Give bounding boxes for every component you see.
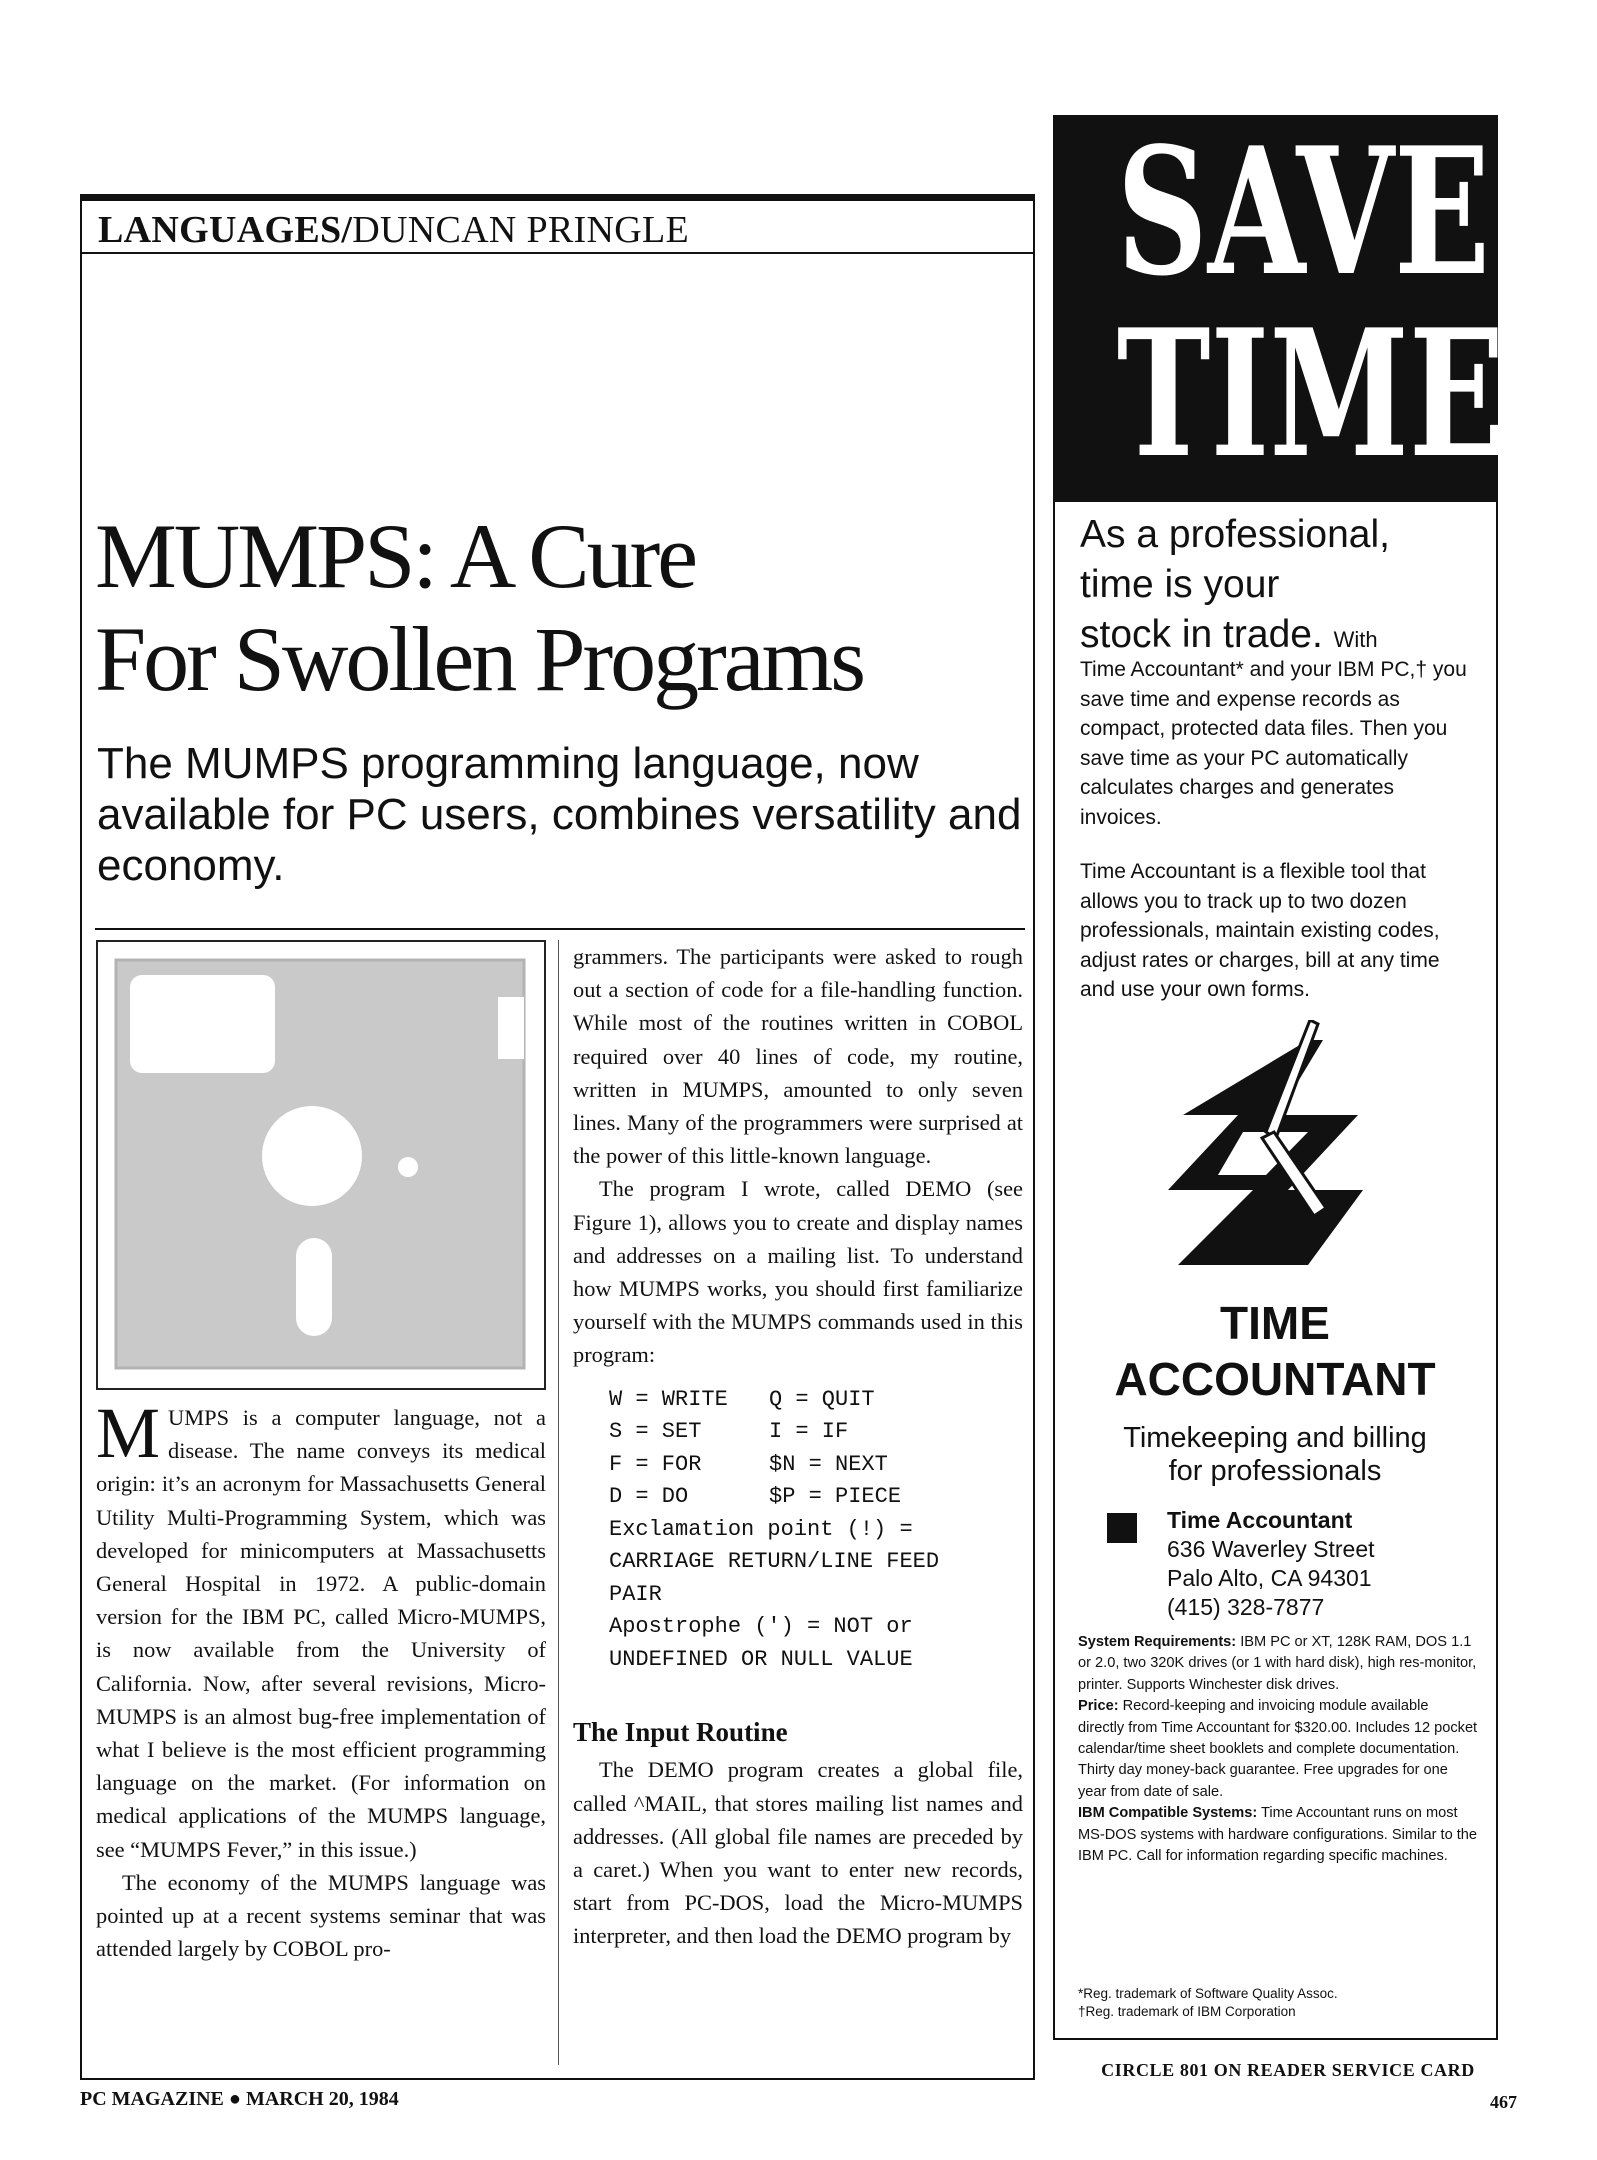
article-column-2 <box>573 940 1023 2065</box>
command-item: Q = QUIT <box>769 1386 875 1412</box>
ad-brand-line: TIME <box>1220 1297 1330 1349</box>
ad-hero-line: stock in trade. <box>1080 613 1323 656</box>
fine-print-label: System Requirements: <box>1078 1634 1237 1650</box>
section-name: LANGUAGES/ <box>98 209 353 251</box>
ad-address <box>1167 1506 1375 1622</box>
command-row <box>609 1416 1023 1449</box>
label-rule <box>80 252 1035 254</box>
floppy-disk-photo <box>96 940 546 1390</box>
title-line-2: For Swollen Programs <box>95 608 863 710</box>
system-requirements <box>1078 1632 1478 1696</box>
ad-hero-text <box>1080 510 1480 665</box>
section-label <box>98 208 689 252</box>
paragraph-demo: The program I wrote, called DEMO (see Figure 1), allows you to create and display names and addresses on a mailing list. To understand how MUMPS works, you should first familiarize yourself with the MUMPS commands used in this program: <box>573 1176 1023 1368</box>
time-accountant-logo <box>1158 1020 1378 1270</box>
article-title <box>95 505 1035 711</box>
command-list <box>609 1384 1023 1677</box>
ad-hero-with: With <box>1333 627 1378 652</box>
command-row <box>609 1449 1023 1482</box>
command-line: UNDEFINED OR NULL VALUE <box>609 1646 913 1672</box>
compatible-systems <box>1078 1803 1478 1867</box>
fine-print-label: IBM Compatible Systems: <box>1078 1805 1258 1822</box>
command-line: PAIR <box>609 1581 662 1607</box>
ad-hero-line: time is your <box>1080 563 1280 606</box>
square-bullet-icon <box>1107 1513 1137 1543</box>
ad-brand-name <box>1060 1295 1490 1407</box>
fine-print-text: IBM PC or XT, 128K RAM, DOS 1.1 or 2.0, two 320K drives (or 1 with hard disk), high res-monitor, printer. Supports Winchester disk drives. <box>1078 1634 1477 1693</box>
intro-text: UMPS is a computer language, not a disease. The name conveys its medical origin: it’s an acronym for Massachusetts General Utility Multi-Programming System, which was developed for minicomputers at Massachusetts General Hospital in 1972. A public-domain version for the IBM PC, called Micro-MUMPS, is now available from the University of California. Now, after several revisions, Micro-MUMPS is an almost bug-free implementation of what I believe is the most efficient programming language on the market. (For information on medical applications of the MUMPS language, see “MUMPS Fever,” in this issue.) <box>96 1405 546 1862</box>
street-address: 636 Waverley Street <box>1167 1536 1375 1562</box>
ad-fine-print <box>1078 1632 1478 1867</box>
command-item: $N = NEXT <box>769 1451 888 1477</box>
ad-brand-line: ACCOUNTANT <box>1114 1353 1436 1405</box>
command-line: CARRIAGE RETURN/LINE FEED <box>609 1549 940 1575</box>
fine-print-label: Price: <box>1078 1698 1119 1715</box>
ad-headline-save: SAVE <box>1116 110 1491 315</box>
page-number: 467 <box>1490 2092 1517 2112</box>
ad-tagline-line: Timekeeping and billing <box>1123 1422 1427 1454</box>
ad-tagline <box>1060 1422 1490 1488</box>
column-divider <box>558 940 559 2065</box>
command-item: $P = PIECE <box>769 1484 902 1510</box>
clock-s-logo-icon <box>1158 1020 1378 1270</box>
command-line: Apostrophe (') = NOT or <box>609 1614 913 1640</box>
subhead-input-routine: The Input Routine <box>573 1717 788 1748</box>
ad-headline-time: TIME <box>1116 292 1505 497</box>
magazine-footer: PC MAGAZINE ● MARCH 20, 1984 <box>80 2088 399 2110</box>
command-item: D = DO <box>609 1484 689 1510</box>
command-item: S = SET <box>609 1419 702 1445</box>
top-rule <box>80 194 1035 201</box>
ad-body-paragraph-1: Time Accountant* and your IBM PC,† you save time and expense records as compact, protected data files. Then you save time as your PC automatically calculates charges and generates invoices. <box>1080 658 1467 829</box>
command-line: Exclamation point (!) = <box>609 1516 913 1542</box>
intro-paragraph <box>96 1401 546 1866</box>
paragraph-input-routine: The DEMO program creates a global file, called ^MAIL, that stores mailing list names and addresses. (All global file names are preceded by a caret.) When you want to enter new records, start from PC-DOS, load the Micro-MUMPS interpreter, and then load the DEMO program by <box>573 1757 1023 1949</box>
paragraph-seminar: grammers. The participants were asked to rough out a section of code for a file-handling function. While most of the routines written in COBOL required over 40 lines of code, my routine, written in MUMPS, amounted to only seven lines. Many of the programmers were surprised at the power of this little-known language. <box>573 944 1023 1169</box>
command-row <box>609 1384 1023 1417</box>
floppy-disk-icon <box>98 942 544 1388</box>
fine-print-text: Time Accountant runs on most MS-DOS systems with hardware configurations. Similar to the IBM PC. Call for information regarding specific machines. <box>1078 1805 1478 1865</box>
reader-service-line: CIRCLE 801 ON READER SERVICE CARD <box>1101 2060 1475 2080</box>
author-name: DUNCAN PRINGLE <box>352 209 689 251</box>
drop-cap: M <box>96 1401 161 1473</box>
command-item: F = FOR <box>609 1451 702 1477</box>
article-deck: The MUMPS programming language, now available for PC users, combines versatility and economy. <box>97 739 1022 890</box>
command-item: I = IF <box>769 1419 849 1445</box>
trademark-note: †Reg. trademark of IBM Corporation <box>1078 2004 1296 2019</box>
title-line-1: MUMPS: A Cure <box>95 505 696 607</box>
company-name: Time Accountant <box>1167 1507 1353 1533</box>
fine-print-text: Record-keeping and invoicing module available directly from Time Accountant for $320.00. Includes 12 pocket calendar/time sheet booklets and complete documentation. Thirty day money-back guarantee. Free upgrades for one year from date of sale. <box>1078 1698 1478 1800</box>
city-address: Palo Alto, CA 94301 <box>1167 1565 1372 1591</box>
ad-hero-line: As a professional, <box>1080 513 1391 556</box>
command-row <box>609 1481 1023 1514</box>
trademark-notes <box>1078 1985 1478 2021</box>
ad-body-paragraph-2: Time Accountant is a flexible tool that allows you to track up to two dozen professionals, maintain existing codes, adjust rates or charges, bill at any time and use your own forms. <box>1080 860 1440 1001</box>
price-info <box>1078 1696 1478 1803</box>
phone-number: (415) 328-7877 <box>1167 1594 1325 1620</box>
command-item: W = WRITE <box>609 1386 728 1412</box>
trademark-note: *Reg. trademark of Software Quality Assoc. <box>1078 1986 1338 2001</box>
ad-tagline-line: for professionals <box>1168 1455 1382 1487</box>
paragraph-economy: The economy of the MUMPS language was pointed up at a recent systems seminar that was attended largely by COBOL pro- <box>96 1869 546 1962</box>
article-column-1 <box>96 1401 546 2041</box>
deck-rule <box>95 928 1025 930</box>
